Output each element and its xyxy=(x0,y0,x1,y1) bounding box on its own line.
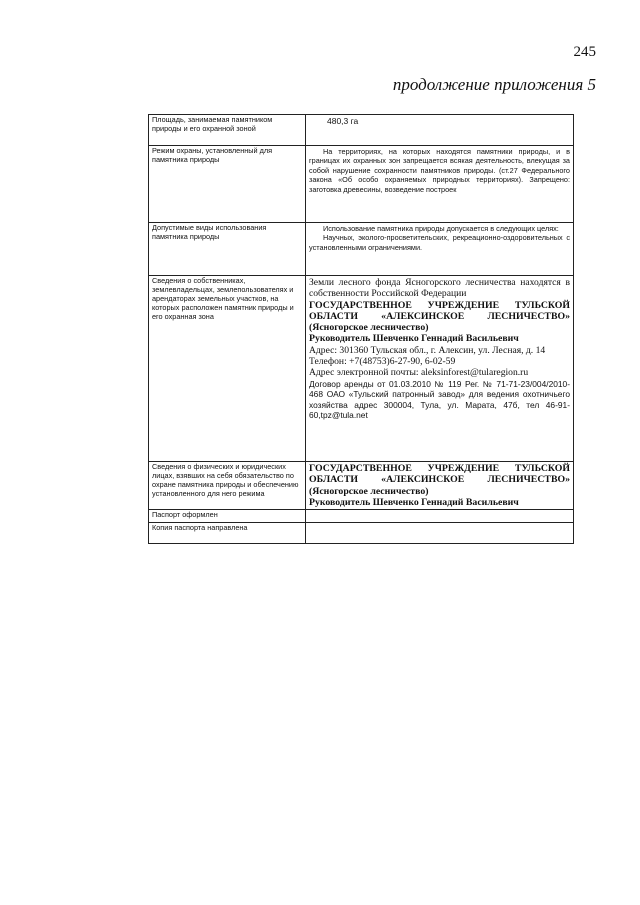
uses-label: Допустимые виды использования памятника природы xyxy=(149,223,306,276)
regime-cell xyxy=(306,146,574,223)
regime-label: Режим охраны, установленный для памятника природы xyxy=(149,146,306,223)
persons-label: Сведения о физических и юридических лицах, взявших на себя обязательство по охране памятника природы и обеспечению установленного для него режима xyxy=(149,462,306,510)
copy-label: Копия паспорта направлена xyxy=(149,523,306,544)
regime-value: На территориях, на которых находятся памятники природы, и в границах их охранных зон запрещается всякая деятельность, влекущая за собой нарушение сохранности памятников природы. (ст.27 Федерального закона «Об особо охраняемых природных территориях). Запрещено: заготовка древесины, возведение построек xyxy=(309,147,570,194)
table-row-regime xyxy=(149,146,574,223)
table-row-copy xyxy=(149,523,574,544)
owners-label: Сведения о собственниках, землевладельцах, землепользователях и арендаторах земельных участков, на которых расположен памятник природы и его охранная зона xyxy=(149,276,306,462)
owners-cell xyxy=(306,276,574,462)
uses-line2: Научных, эколого-просветительских, рекреационно-оздоровительных с установленными ограничениями. xyxy=(309,233,570,252)
table-row-persons xyxy=(149,462,574,510)
persons-head: Руководитель Шевченко Геннадий Васильевич xyxy=(309,496,519,508)
passport-table xyxy=(148,114,574,544)
owners-contract: Договор аренды от 01.03.2010 № 119 Рег. № 71-71-23/004/2010-468 ОАО «Тульский патронный завод» для ведения охотничьего хозяйства адрес 300004, Тула, ул. Марата, 47б, тел 46-91-60,tpz@tula.net xyxy=(309,378,570,421)
area-label: Площадь, занимаемая памятником природы и его охранной зоной xyxy=(149,115,306,146)
issued-label: Паспорт оформлен xyxy=(149,510,306,523)
table-row-area xyxy=(149,115,574,146)
table-row-uses xyxy=(149,223,574,276)
area-value: 480,3 га xyxy=(327,116,359,126)
owners-intro: Земли лесного фонда Ясногорского лесничества находятся в собственности Российской Федерации xyxy=(309,277,570,300)
persons-cell xyxy=(306,462,574,510)
area-cell xyxy=(306,115,574,146)
owners-org: ГОСУДАРСТВЕННОЕ УЧРЕЖДЕНИЕ ТУЛЬСКОЙ ОБЛАСТИ «АЛЕКСИНСКОЕ ЛЕСНИЧЕСТВО» (Ясногорское лесничество) xyxy=(309,299,570,334)
owners-address: Адрес: 301360 Тульская обл., г. Алексин, ул. Лесная, д. 14 xyxy=(309,344,546,356)
issued-value xyxy=(306,510,574,523)
uses-cell xyxy=(306,223,574,276)
table-row-owners xyxy=(149,276,574,462)
uses-line1: Использование памятника природы допускается в следующих целях: xyxy=(323,224,559,233)
table-row-issued xyxy=(149,510,574,523)
owners-email: Адрес электронной почты: aleksinforest@tularegion.ru xyxy=(309,367,529,379)
page-number: 245 xyxy=(573,44,596,60)
owners-phone: Телефон: +7(48753)6-27-90, 6-02-59 xyxy=(309,356,456,367)
copy-value xyxy=(306,523,574,544)
appendix-note: продолжение приложения 5 xyxy=(392,75,596,94)
persons-org: ГОСУДАРСТВЕННОЕ УЧРЕЖДЕНИЕ ТУЛЬСКОЙ ОБЛАСТИ «АЛЕКСИНСКОЕ ЛЕСНИЧЕСТВО» (Ясногорское лесничество) xyxy=(309,463,570,497)
owners-head: Руководитель Шевченко Геннадий Васильевич xyxy=(309,333,519,345)
